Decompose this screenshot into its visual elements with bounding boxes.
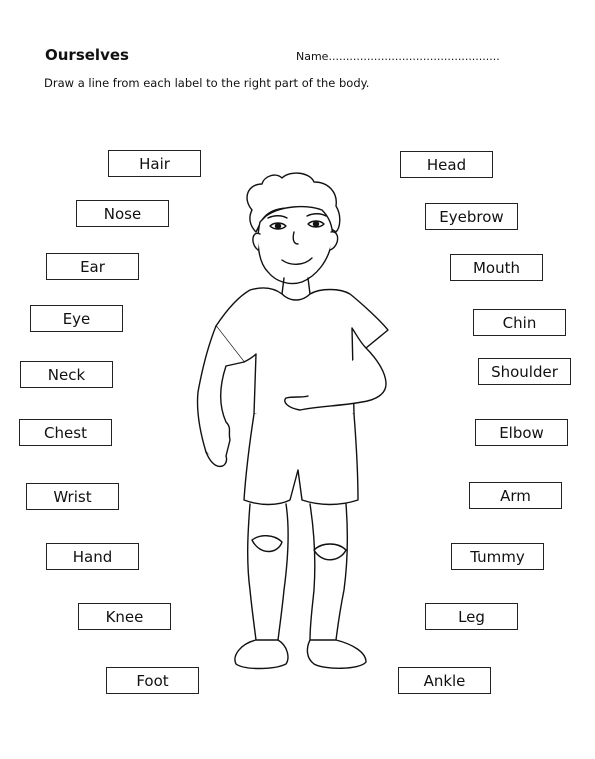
label-nose[interactable]: Nose — [76, 200, 169, 227]
label-mouth[interactable]: Mouth — [450, 254, 543, 281]
label-eye[interactable]: Eye — [30, 305, 123, 332]
label-ankle[interactable]: Ankle — [398, 667, 491, 694]
label-neck[interactable]: Neck — [20, 361, 113, 388]
label-elbow[interactable]: Elbow — [475, 419, 568, 446]
label-hair[interactable]: Hair — [108, 150, 201, 177]
knee-right — [314, 544, 346, 560]
knee-left — [252, 536, 282, 552]
shorts — [244, 414, 358, 505]
label-foot[interactable]: Foot — [106, 667, 199, 694]
worksheet-title: Ourselves — [45, 46, 129, 64]
label-tummy[interactable]: Tummy — [451, 543, 544, 570]
label-chest[interactable]: Chest — [19, 419, 112, 446]
boy-illustration — [190, 170, 410, 700]
label-head[interactable]: Head — [400, 151, 493, 178]
foot-left — [235, 640, 288, 669]
label-eyebrow[interactable]: Eyebrow — [425, 203, 518, 230]
label-leg[interactable]: Leg — [425, 603, 518, 630]
label-arm[interactable]: Arm — [469, 482, 562, 509]
label-knee[interactable]: Knee — [78, 603, 171, 630]
instruction-text: Draw a line from each label to the right part of the body. — [44, 76, 370, 90]
label-shoulder[interactable]: Shoulder — [478, 358, 571, 385]
label-ear[interactable]: Ear — [46, 253, 139, 280]
label-hand[interactable]: Hand — [46, 543, 139, 570]
foot-right — [307, 640, 366, 668]
label-wrist[interactable]: Wrist — [26, 483, 119, 510]
name-field[interactable]: Name................................................. — [296, 50, 500, 63]
label-chin[interactable]: Chin — [473, 309, 566, 336]
